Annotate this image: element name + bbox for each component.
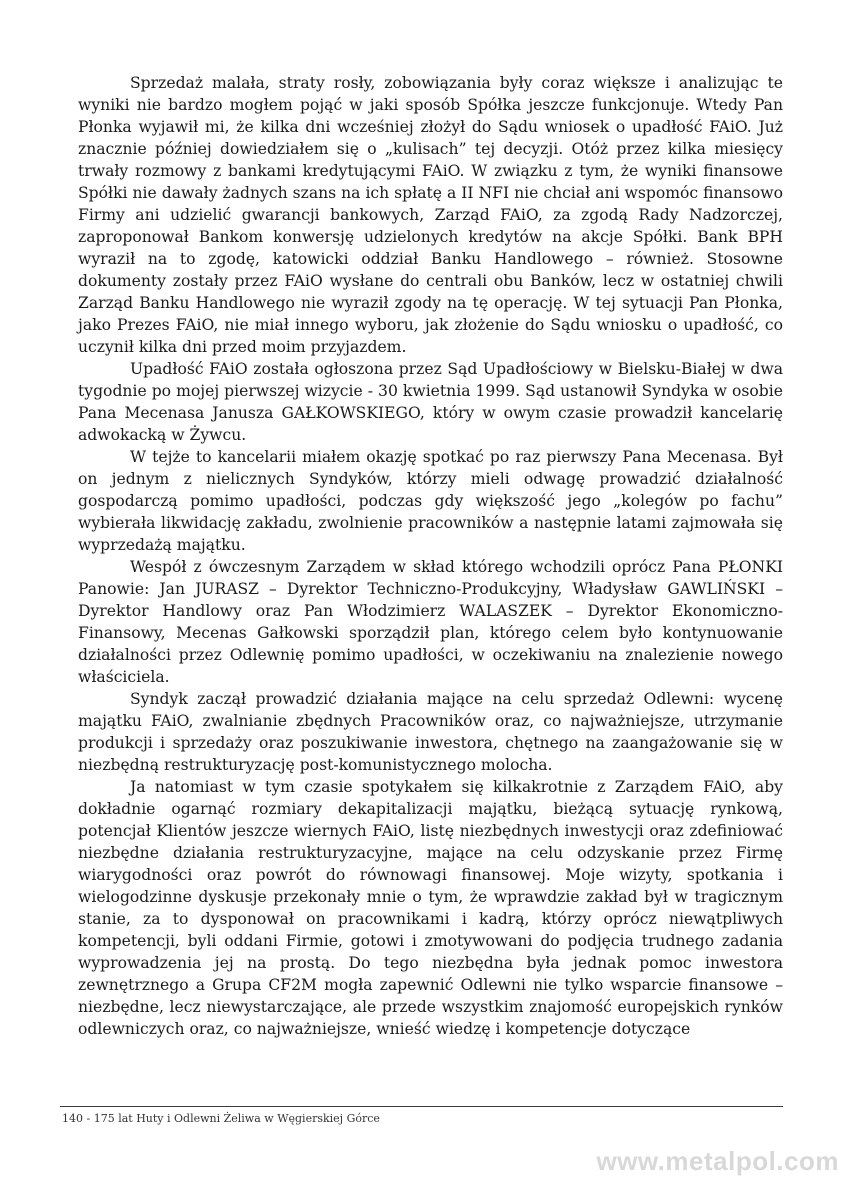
paragraph: Ja natomiast w tym czasie spotykałem się kilkakrotnie z Zarządem FAiO, aby dokładnie ogarnąć rozmiary dekapitalizacji majątku, bieżącą sytuację rynkową, potencjał Klientów jeszcze wiernych FAiO, listę niezbędnych inwestycji oraz zdefiniować niezbędne działania restrukturyzacyjne, mające na celu odzyskanie przez Firmę wiarygodności oraz powrót do równowagi finansowej. Moje wizyty, spotkania i wielogodzinne dyskusje przekonały mnie o tym, że wprawdzie zakład był w tragicznym stanie, za to dysponował on pracownikami i kadrą, którzy oprócz niewątpliwych kompetencji, byli oddani Firmie, gotowi i zmotywowani do podjęcia trudnego zadania wyprowadzenia jej na prostą. Do tego niezbędna była jednak pomoc inwestora zewnętrznego a Grupa CF2M mogła zapewnić Odlewni nie tylko wsparcie finansowe – niezbędne, lecz niewystarczające, ale przede wszystkim znajomość europejskich rynków odlewniczych oraz, co najważniejsze, wnieść wiedzę i kompetencje dotyczące — [78, 778, 783, 1038]
paragraph: Syndyk zaczął prowadzić działania mające na celu sprzedaż Odlewni: wycenę majątku FAiO, zwalnianie zbędnych Pracowników oraz, co najważniejsze, utrzymanie produkcji i sprzedaży oraz poszukiwanie inwestora, chętnego na zaangażowanie się w niezbędną restrukturyzację post-komunistycznego molocha. — [78, 690, 783, 774]
body-text — [78, 72, 783, 1040]
paragraph: Sprzedaż malała, straty rosły, zobowiązania były coraz większe i analizując te wyniki nie bardzo mogłem pojąć w jaki sposób Spółka jeszcze funkcjonuje. Wtedy Pan Płonka wyjawił mi, że kilka dni wcześniej złożył do Sądu wniosek o upadłość FAiO. Już znacznie później dowiedziałem się o „kulisach” tej decyzji. Otóż przez kilka miesięcy trwały rozmowy z bankami kredytującymi FAiO. W związku z tym, że wyniki finansowe Spółki nie dawały żadnych szans na ich spłatę a II NFI nie chciał ani wspomóc finansowo Firmy ani udzielić gwarancji bankowych, Zarząd FAiO, za zgodą Rady Nadzorczej, zaproponował Bankom konwersję udzielonych kredytów na akcje Spółki. Bank BPH wyraził na to zgodę, katowicki oddział Banku Handlowego – również. Stosowne dokumenty zostały przez FAiO wysłane do centrali obu Banków, lecz w ostatniej chwili Zarząd Banku Handlowego nie wyraził zgody na tę operację. W tej sytuacji Pan Płonka, jako Prezes FAiO, nie miał innego wyboru, jak złożenie do Sądu wniosku o upadłość, co uczynił kilka dni przed moim przyjazdem. — [78, 74, 783, 356]
paragraph: W tejże to kancelarii miałem okazję spotkać po raz pierwszy Pana Mecenasa. Był on jednym z nielicznych Syndyków, którzy mieli odwagę prowadzić działalność gospodarczą pomimo upadłości, podczas gdy większość jego „kolegów po fachu” wybierała likwidację zakładu, zwolnienie pracowników a następnie latami zajmowała się wyprzedażą majątku. — [78, 448, 783, 554]
paragraph: Wespół z ówczesnym Zarządem w skład którego wchodzili oprócz Pana PŁONKI Panowie: Jan JURASZ – Dyrektor Techniczno-Produkcyjny, Władysław GAWLIŃSKI – Dyrektor Handlowy oraz Pan Włodzimierz WALASZEK – Dyrektor Ekonomiczno-Finansowy, Mecenas Gałkowski sporządził plan, którego celem było kontynuowanie działalności przez Odlewnię pomimo upadłości, w oczekiwaniu na znalezienie nowego właściciela. — [78, 558, 783, 686]
footer-divider — [60, 1106, 783, 1107]
paragraph: Upadłość FAiO została ogłoszona przez Sąd Upadłościowy w Bielsku-Białej w dwa tygodnie po mojej pierwszej wizycie - 30 kwietnia 1999. Sąd ustanowił Syndyka w osobie Pana Mecenasa Janusza GAŁKOWSKIEGO, który w owym czasie prowadził kancelarię adwokacką w Żywcu. — [78, 360, 783, 444]
watermark: www.metalpol.com — [596, 1146, 839, 1176]
page-footer: 140 - 175 lat Huty i Odlewni Żeliwa w Węgierskiej Górce — [62, 1112, 380, 1125]
